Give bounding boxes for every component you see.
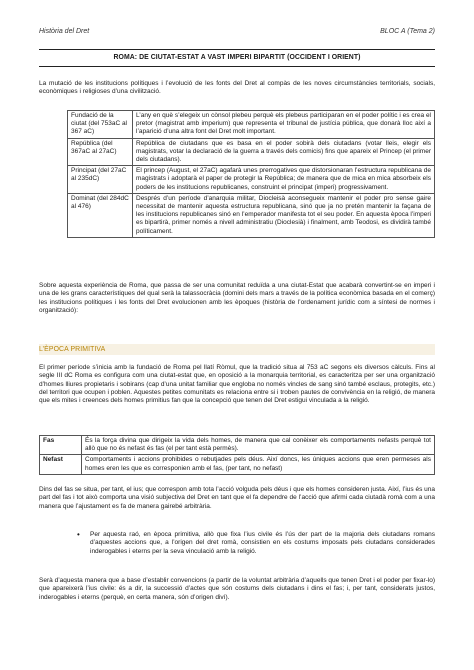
periods-table bbox=[67, 110, 435, 238]
table-row bbox=[68, 166, 435, 194]
period-description: L’any en què s’elegeix un cònsol plebeu perquè els plebeus participaran en el poder polític i es crea el pretor (magistrat amb imperium) que representa el tribunal de justícia pública, que donarà lloc així a l’aparició d’una altra font del Dret molt important. bbox=[133, 111, 435, 139]
term-definition: És la força divina que dirigeix la vida dels homes, de manera que cal conèixer els comportaments nefasts perquè tot allò que no és nefast és fas (el per tant està permès). bbox=[82, 436, 435, 455]
period-description: República de ciutadans que es basa en el poder sobirà dels ciutadans (votar lleis, elegir els magistrats, votar la declaració de la guerra a través dels comicis) fins que apareix el Princep (el primer dels ciutadans). bbox=[133, 138, 435, 166]
bullet-icon: • bbox=[77, 530, 80, 539]
fas-nefast-table bbox=[39, 435, 435, 475]
period-name: República (del 367aC al 27aC) bbox=[68, 138, 133, 166]
table-row bbox=[68, 111, 435, 139]
term-name: Nefast bbox=[40, 455, 82, 474]
term-name: Fas bbox=[40, 436, 82, 455]
title-rule-bottom bbox=[39, 66, 435, 67]
intro-paragraph: La mutació de les institucions polítiques i l’evolució de les fonts del Dret al compàs de les noves circumstàncies territorials, socials, econòmiques i religioses d’una civilització. bbox=[39, 80, 435, 96]
closing-paragraph: Serà d’aquesta manera que a base d’establir convencions (a partir de la voluntat arbitrària d’aquells que tenen Dret i el poder per fixar-lo) que apareixerà l’ius civile: és a dir, la successió d’actes que són costums dels ciutadans i dins el fas; i, per tant, considerats justos, inderogables i eterns (perquè, en certa manera, són d’origen diví). bbox=[39, 577, 435, 601]
period-name: Principat (del 27aC al 235dC) bbox=[68, 166, 133, 194]
table-row bbox=[40, 455, 435, 474]
term-definition: Comportaments i accions prohibides o rebutjades pels déus. Així doncs, les úniques accions que eren permeses als homes eren les que es corresponien amb el fas, (per tant, no nefast) bbox=[82, 455, 435, 474]
period-name: Dominat (del 284dC al 476) bbox=[68, 193, 133, 237]
primitive-era-paragraph: El primer període s’inicia amb la fundació de Roma pel llatí Ròmul, que la tradició situa al 753 aC segons els diversos càlculs. Fins al segle III dC Roma es configura com una ciutat-estat que, en oposició a la monarquia territorial, es caracteritza per ser una organització d’homes lliures propietaris i sobirans (cap d’una unitat familiar que engloba no només vincles de sang sinó també esclaus, protegits, etc.) del territori que ocupen i poblen. Aquestes petites comunitats es relaciona entre si i troben pautes de convivència en la religió, de manera que els mites i creences dels homes primitius fan que la concepció que tenen del Dret estigui vinculada a la religió. bbox=[39, 364, 435, 405]
context-paragraph: Sobre aquesta experiència de Roma, que passa de ser una comunitat reduïda a una ciutat-Estat que acabarà convertint-se en imperi i una de les grans característiques del qual serà la talassocràcia (domini dels mars a través de la política econòmica basada en el comerç) les institucions polítiques i les fonts del Dret evolucionen amb les èpoques (història de l’ordenament jurídic com a síntesi de normes i organització): bbox=[39, 282, 435, 314]
running-header-right: BLOC A (Tema 2) bbox=[380, 28, 435, 35]
table-row bbox=[40, 436, 435, 455]
document-title: ROMA: DE CIUTAT-ESTAT A VAST IMPERI BIPARTIT (OCCIDENT I ORIENT) bbox=[113, 54, 361, 61]
running-header-left: Història del Dret bbox=[39, 28, 90, 35]
ius-paragraph: Dins del fas se situa, per tant, el ius; que correspon amb tota l’acció volguda pels déus i que els homes consideren justa. Així, l’ius és una part del fas i tot això comporta una visió subjectiva del Dret en tant que el fa dependre de l’acció que afirmi cada ciutadà romà com a una manera que l’ajustament es fa de manera gairebé arbitrària. bbox=[39, 486, 435, 510]
period-description: Després d’un període d’anarquia militar, Diocleisà aconsegueix mantenir el poder pro sense gaire necessitat de mantenir aquesta estructura republicana, sinó que ja no pretén mantenir la façana de les institucions republicanes sinó en l’emperador manifesta tot el seu poder. En aquesta època l’imperi es bipartirà, primer només a nivell administratiu (Dioclesià) i finalment, amb Teodosi, es dividirà també políticament. bbox=[133, 193, 435, 237]
section-heading: L’ÈPOCA PRIMITIVA bbox=[39, 346, 106, 353]
bullet-paragraph: Per aquesta raó, en època primitiva, allò que fixa l’ius civile és l’ús der part de la majoria dels ciutadans romans d’aquestes accions que, a l’origen del dret romà, consistien en els costums imposats pels ciutadans considerades inderogables i eterns per la seva vinculació amb la religió. bbox=[90, 531, 435, 555]
title-rule-top bbox=[39, 49, 435, 50]
period-description: El princep (August, el 27aC) agafarà unes prerrogatives que distorsionaran l’estructura republicana de magistrats i adoptarà el paper de protegir la República; de manera que de mica en mica absorbeix els poders de les institucions republicanes, construint el principat (imperi) progressivament. bbox=[133, 166, 435, 194]
table-row bbox=[68, 138, 435, 166]
period-name: Fundació de la ciutat (del 753aC al 367 aC) bbox=[68, 111, 133, 139]
table-row bbox=[68, 193, 435, 237]
